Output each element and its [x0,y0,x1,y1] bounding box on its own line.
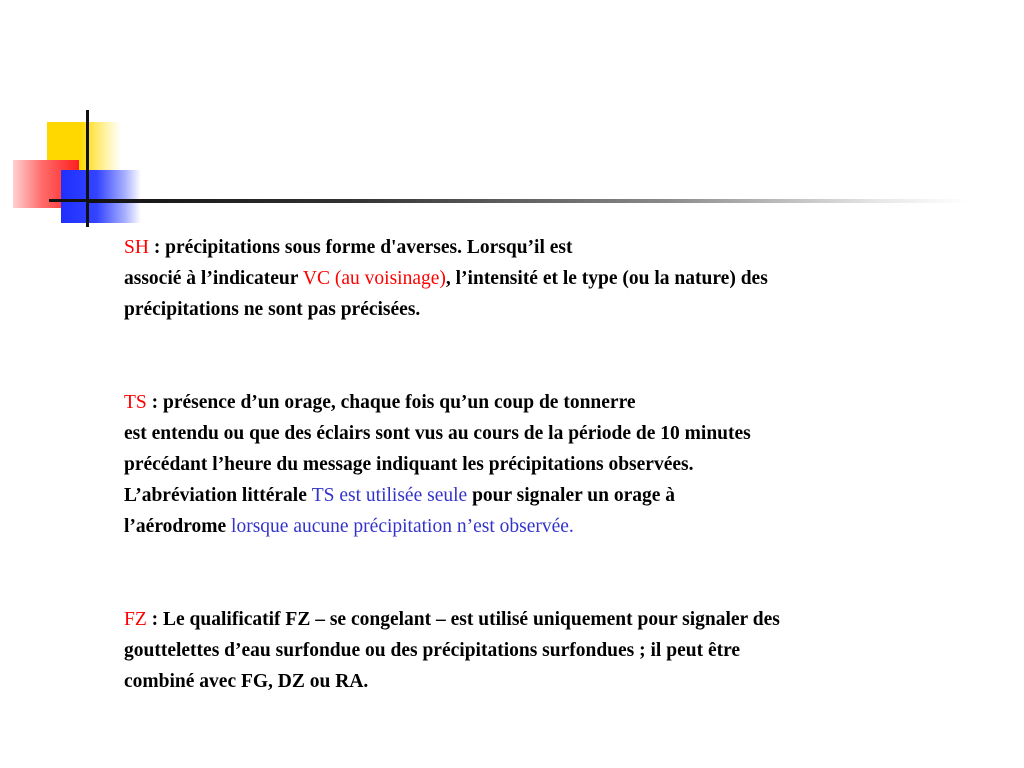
code-fz: FZ [124,609,147,630]
horizontal-rule [89,199,969,203]
ts-text-4: L’abréviation littérale [124,485,312,506]
fz-text-1: : Le qualificatif FZ – se congelant – est utilisé uniquement pour signaler des [146,609,780,630]
ts-highlight-1: TS est utilisée seule [311,485,468,506]
blue-square-decoration [61,170,141,223]
sh-text-4: précipitations ne sont pas précisées. [124,299,421,320]
sh-text-1: : précipitations sous forme d'averses. Lorsqu’il est [148,237,573,258]
ts-text-3: précédant l’heure du message indiquant les précipitations observées. [124,454,694,475]
paragraph-sh [124,232,1004,325]
ts-highlight-2: lorsque aucune précipitation n’est observée. [231,516,574,537]
paragraph-fz [124,604,1004,697]
slide-body [124,232,1004,697]
sh-highlight: VC (au voisinage) [302,268,446,289]
paragraph-ts [124,387,1004,542]
code-ts: TS [124,392,147,413]
ts-text-1: : présence d’un orage, chaque fois qu’un coup de tonnerre [146,392,636,413]
sh-text-2: associé à l’indicateur [124,268,303,289]
code-sh: SH [124,237,149,258]
fz-text-3: combiné avec FG, DZ ou RA. [124,671,369,692]
sh-text-3: , l’intensité et le type (ou la nature) des [445,268,768,289]
ts-text-5: pour signaler un orage à [467,485,676,506]
vertical-rule [86,110,89,227]
ts-text-6: l’aérodrome [124,516,232,537]
ts-text-2: est entendu ou que des éclairs sont vus au cours de la période de 10 minutes [124,423,751,444]
title-decoration [0,0,1024,240]
fz-text-2: gouttelettes d’eau surfondue ou des précipitations surfondues ; il peut être [124,640,741,661]
